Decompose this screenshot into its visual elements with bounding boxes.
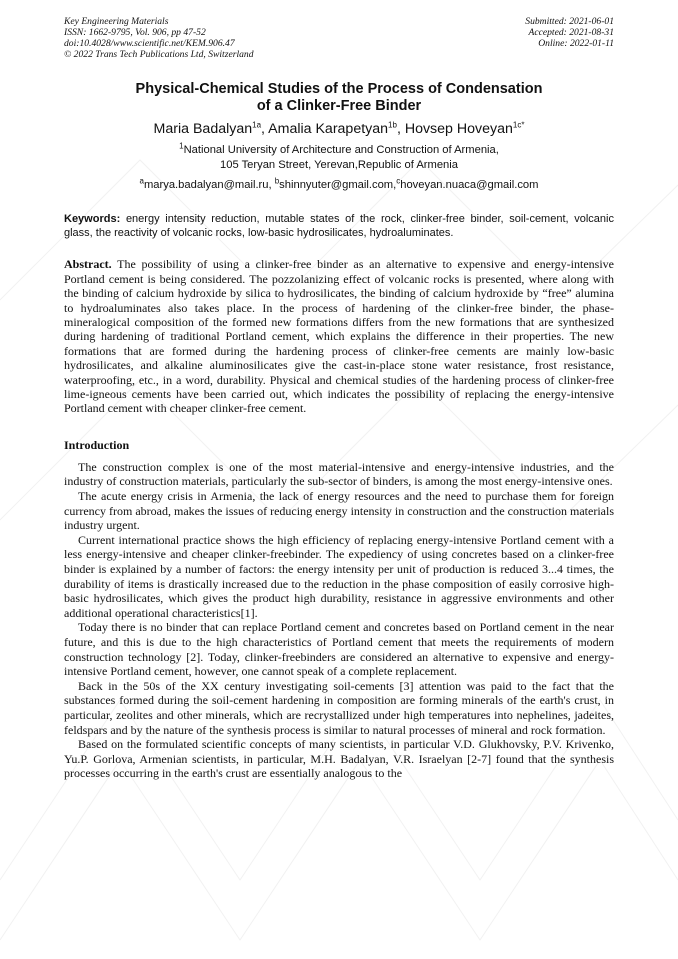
author-superscript: 1a [252, 120, 262, 130]
journal-name: Key Engineering Materials [64, 16, 169, 27]
keywords [64, 212, 614, 240]
paragraph: Back in the 50s of the XX century investigating soil-cements [3] attention was paid to the fact that the substances formed during the soil-cement hardening in composition are forming minerals of the earth's crust, in particular, zeolites and other minerals, which are recrystallized under high temperatures into nephelines, jadeites, feldspars and by the nature of the synthesis process is similar to natural processes of mineral and rock formation. [64, 678, 614, 737]
author-name: Amalia Karapetyan [268, 121, 389, 137]
publication-info [64, 16, 254, 60]
email-superscript: c [396, 176, 401, 186]
title-line-1: Physical-Chemical Studies of the Process of Condensation [135, 81, 543, 97]
title-line-2: of a Clinker-Free Binder [256, 98, 422, 114]
affiliation [64, 143, 614, 172]
author-emails [64, 178, 614, 192]
paragraph: The acute energy crisis in Armenia, the lack of energy resources and the need to purchase them for foreign currency from abroad, makes the issues of reducing energy intensity in construction and the construction materials industry urgent. [64, 489, 614, 533]
email-address[interactable]: hoveyan.nuaca@gmail.com [400, 179, 539, 191]
author-separator: , [396, 121, 405, 137]
email-superscript: a [139, 176, 144, 186]
email-separator: , [393, 179, 397, 191]
paragraph: Current international practice shows the high efficiency of replacing energy-intensive Portland cement with a less energy-intensive and cheaper clinker-freebinder. The expediency of using concretes based on a clinker-free binder is explained by a number of factors: the energy intensity per unit of production is reduced 3...4 times, the durability of items is drastically increased due to the reduction in the phase composition of easily corrosive high-basic hydrosilicates, which gives the product high durability, resistance in aggressive environments and other additional operational characteristics[1]. [64, 532, 614, 620]
affiliation-line-2: 105 Teryan Street, Yerevan,Republic of Armenia [220, 158, 458, 171]
author-name: Maria Badalyan [153, 121, 253, 137]
doi[interactable]: doi:10.4028/www.scientific.net/KEM.906.47 [64, 38, 235, 49]
paragraph: Based on the formulated scientific concepts of many scientists, in particular V.D. Glukhovsky, P.V. Krivenko, Yu.P. Gorlova, Armenian scientists, in particular, M.H. Badalyan, V.R. Israelyan [2-7] found that the synthesis processes occurring in the earth's crust are essentially analogous to the [64, 737, 614, 781]
keywords-label: Keywords: [64, 213, 121, 225]
article-header [64, 16, 614, 64]
accepted-date: Accepted: 2021-08-31 [528, 27, 614, 38]
affiliation-line-1: National University of Architecture and Construction of Armenia, [183, 144, 499, 156]
introduction-body [64, 460, 614, 781]
author-superscript: 1b [388, 120, 397, 130]
email-address[interactable]: marya.badalyan@mail.ru [143, 179, 269, 191]
email-separator: , [268, 179, 275, 191]
email-address[interactable]: shinnyuter@gmail.com [279, 179, 394, 191]
keywords-text: energy intensity reduction, mutable states of the rock, clinker-free binder, soil-cement, volcanic glass, the reactivity of volcanic rocks, low-basic hydrosilicates, hydroaluminates. [64, 213, 614, 240]
online-date: Online: 2022-01-11 [538, 38, 614, 49]
paragraph: The construction complex is one of the most material-intensive and energy-intensive industries, and the industry of construction materials, particularly the sub-sector of binders, is among the most energy-intensive ones. [64, 459, 614, 489]
author-name: Hovsep Hoveyan [404, 121, 513, 137]
email-superscript: b [274, 176, 280, 186]
author-separator: , [261, 121, 269, 137]
paragraph: Today there is no binder that can replace Portland cement and concretes based on Portland cement in the near future, and this is due to the high characteristics of Portland cement that meets the requirements of modern construction technology [2]. Today, clinker-freebinders are considered an alternative to expensive and energy-intensive Portland cement, however, one cannot speak of a complete replacement. [64, 620, 614, 679]
abstract-label: Abstract. [64, 257, 112, 272]
paper-title [64, 81, 614, 115]
copyright: © 2022 Trans Tech Publications Ltd, Switzerland [64, 49, 254, 60]
issn-volume: ISSN: 1662-9795, Vol. 906, pp 47-52 [64, 27, 206, 38]
submitted-date: Submitted: 2021-06-01 [525, 16, 614, 27]
abstract [64, 257, 614, 415]
section-heading-introduction: Introduction [64, 437, 130, 452]
affiliation-superscript: 1 [179, 141, 184, 151]
dates-info [525, 16, 614, 49]
abstract-text: The possibility of using a clinker-free binder as an alternative to expensive and energy-intensive Portland cement is being considered. The pozzolanizing effect of volcanic rocks is presented, where along with the binding of calcium hydroxide by silica to hydrosilicates, the binding of calcium hydroxide by “free” alumina to hydroaluminates also takes place. In the process of hardening of the clinker-free binder, the phase-mineralogical composition of the formed new formations differs from the new formations that are synthesized during hardening of traditional Portland cement, which explains the difference in their properties. The new formations that are formed during the hardening process of clinker-free cements are mainly low-basic hydrosilicates, and alkaline aluminosilicates give the cast-in-place stone water resistance, frost resistance, waterproofing, etc., in a word, durability. Physical and chemical studies of the hardening process of clinker-free lime-igneous cements have been carried out, which indicates the possibility of replacing the energy-intensive Portland cement with cheaper clinker-free cement. [64, 257, 615, 416]
author-list [64, 121, 614, 138]
author-superscript: 1c* [512, 120, 525, 130]
